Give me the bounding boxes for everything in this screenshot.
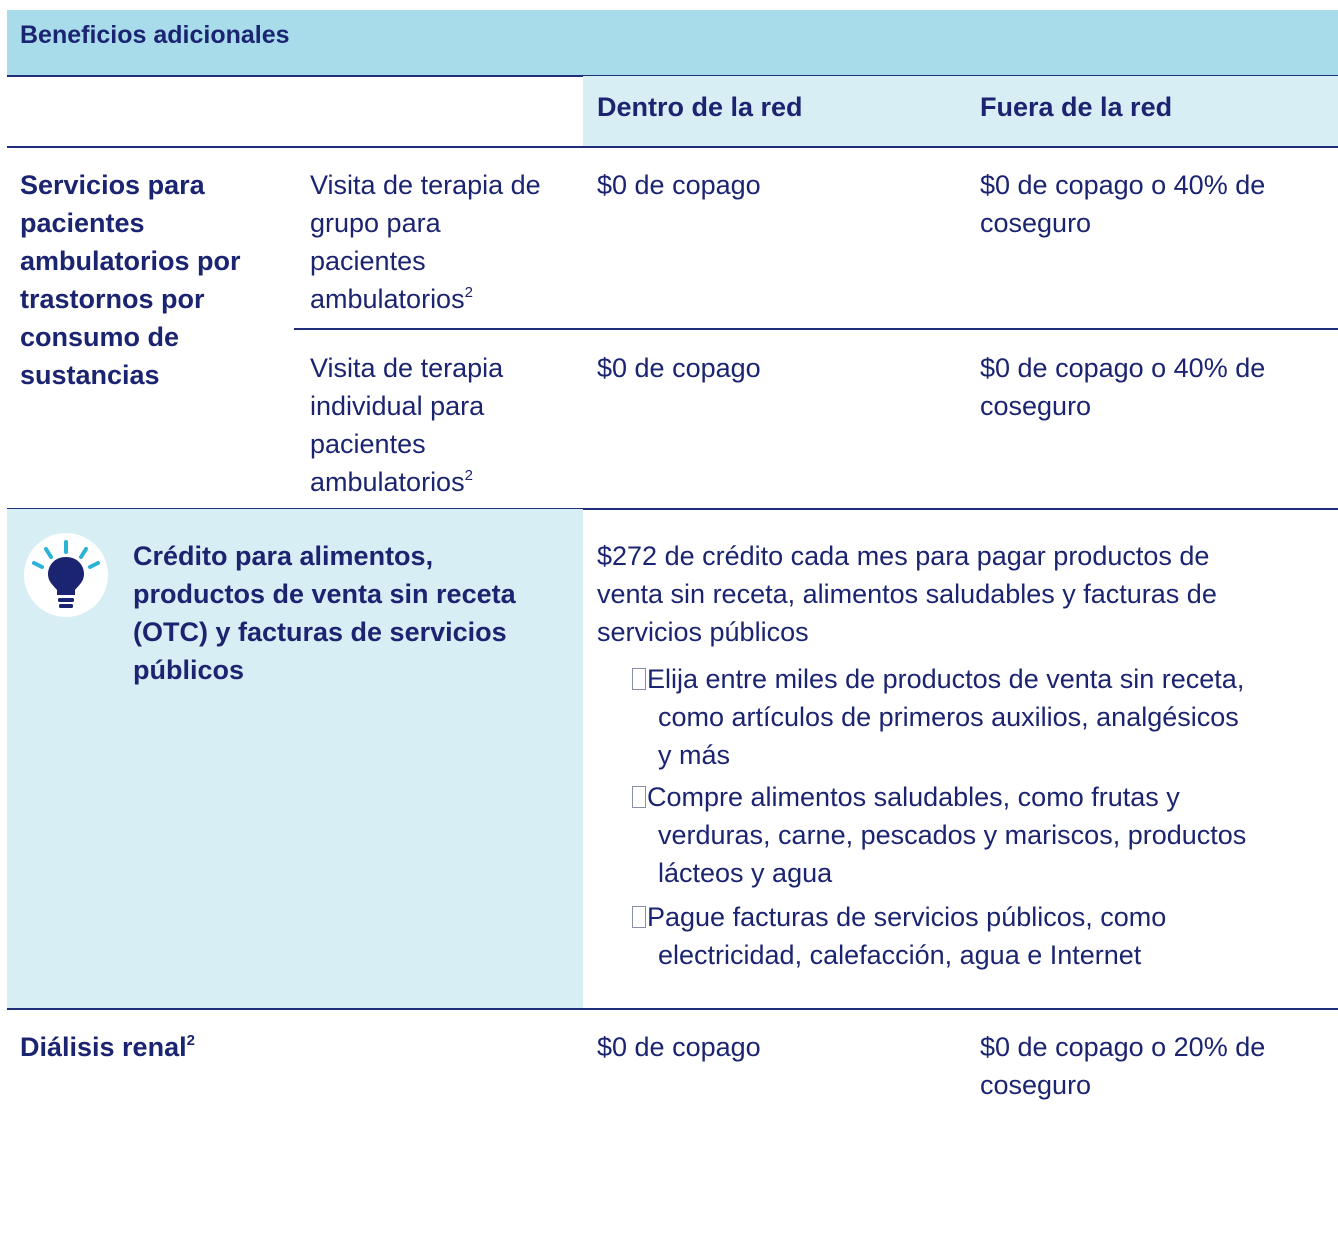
footnote-marker: 2 <box>464 467 473 484</box>
bullet-glyph <box>632 786 646 808</box>
individual-therapy-out-network: $0 de copago o 40% de coseguro <box>980 353 1266 421</box>
list-item: Compre alimentos saludables, como frutas y verduras, carne, pescados y mariscos, productos lácteos y agua <box>632 778 1332 892</box>
divider <box>294 328 1338 330</box>
group-therapy-in-network: $0 de copago <box>597 170 761 200</box>
individual-therapy-label: Visita de terapia individual para pacientes ambulatorios$^2$ <box>310 353 504 497</box>
dialysis-out-network: $0 de copago o 20% de coseguro <box>980 1032 1266 1100</box>
dialysis-in-network: $0 de copago <box>597 1032 761 1062</box>
divider <box>7 146 1338 148</box>
list-item: Pague facturas de servicios públicos, como electricidad, calefacción, agua e Internet <box>632 898 1332 974</box>
lightbulb-icon <box>24 533 108 617</box>
divider <box>7 1008 1338 1010</box>
bullet-glyph <box>632 668 646 690</box>
individual-therapy-in-network: $0 de copago <box>597 353 761 383</box>
otc-credit-label: Crédito para alimentos, productos de venta sin receta (OTC) y facturas de servicios públicos <box>133 541 516 685</box>
column-header-in-network: Dentro de la red <box>597 92 803 122</box>
group-therapy-out-network: $0 de copago o 40% de coseguro <box>980 170 1266 238</box>
footnote-marker: 2 <box>186 1032 195 1049</box>
list-item: Elija entre miles de productos de venta sin receta, como artículos de primeros auxilios, analgésicos y más <box>632 660 1332 774</box>
dialysis-label: Diálisis renal$^2$ <box>20 1032 195 1062</box>
otc-credit-description: $272 de crédito cada mes para pagar productos de venta sin receta, alimentos saludables y facturas de servicios públicos <box>597 541 1217 647</box>
substance-use-label: Servicios para pacientes ambulatorios por trastornos por consumo de sustancias <box>20 170 241 390</box>
group-therapy-label: Visita de terapia de grupo para pacientes ambulatorios$^2$ <box>310 170 541 314</box>
footnote-marker: 2 <box>464 284 473 301</box>
column-header-out-network: Fuera de la red <box>980 92 1173 122</box>
bullet-glyph <box>632 906 646 928</box>
table-title: Beneficios adicionales <box>20 21 290 49</box>
